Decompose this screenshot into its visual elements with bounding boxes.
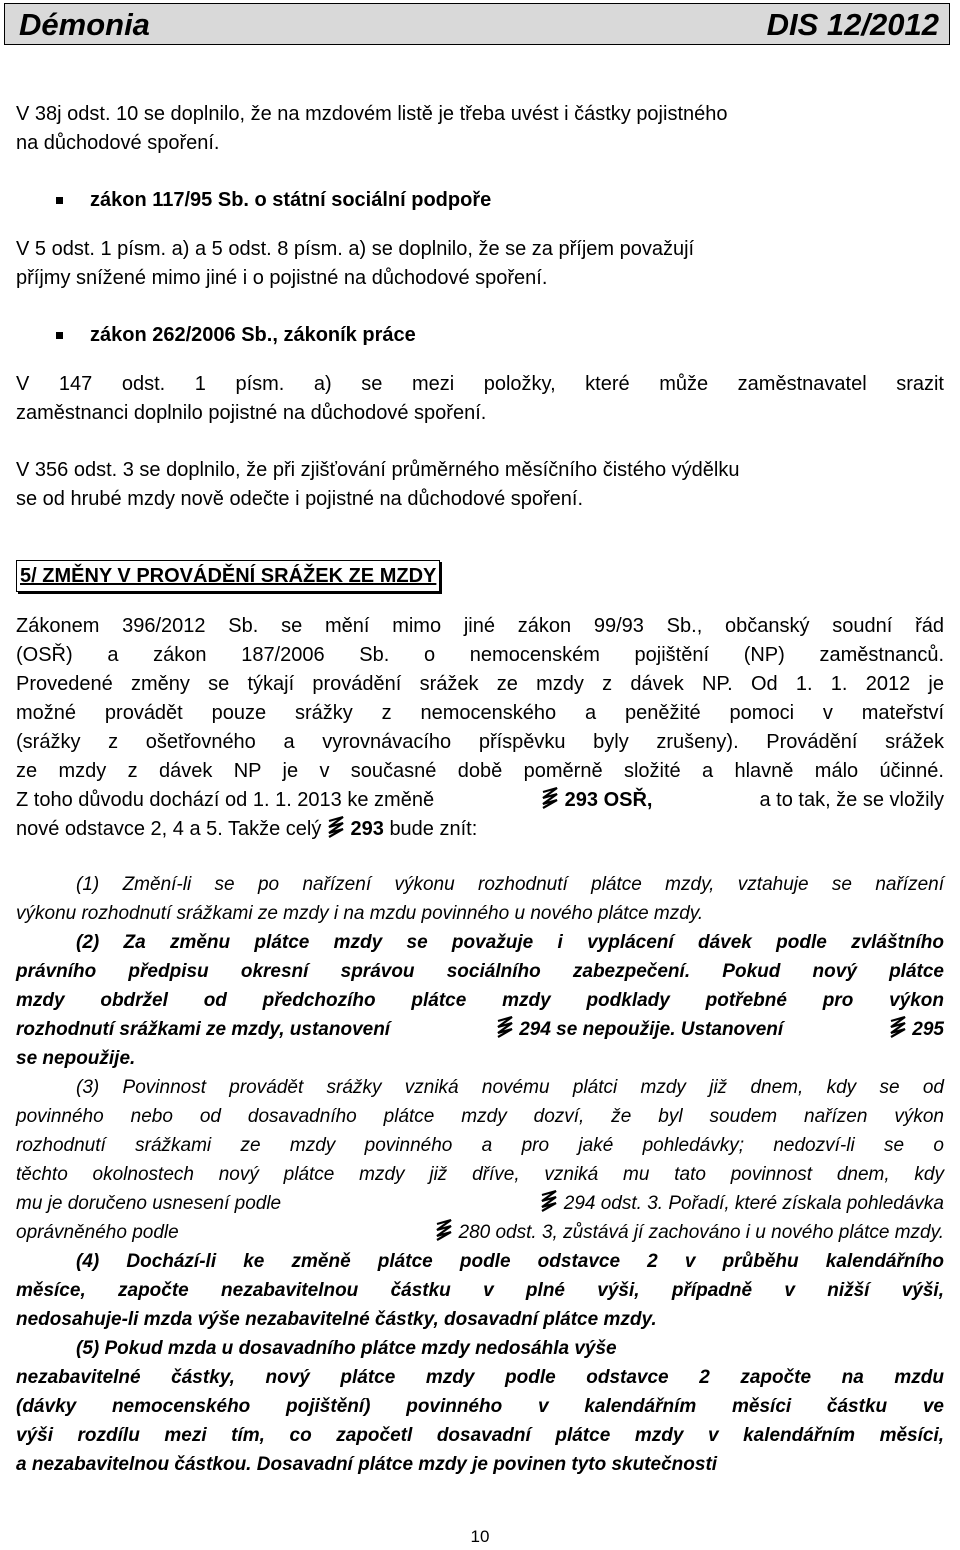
text-line: povinného nebo od dosavadního plátce mzdy dozví, že byl soudem nařízen výkon bbox=[16, 1106, 944, 1127]
text-line: nezabavitelné částky, nový plátce mzdy podle odstavce 2 započte na mzdu bbox=[16, 1367, 944, 1388]
bullet-law-117 bbox=[16, 186, 944, 215]
text-line: (5) Pokud mzda u dosavadního plátce mzdy nedosáhla výše bbox=[76, 1338, 617, 1359]
text-line: (dávky nemocenského pojištění) povinného v kalendářním měsíci částku ve bbox=[16, 1396, 944, 1417]
text-line: V 356 odst. 3 se doplnilo, že při zjišťování průměrného měsíčního čistého výdělku bbox=[16, 459, 740, 481]
bullet-text-suffix: , zákoník práce bbox=[272, 324, 416, 346]
text-line: právního předpisu okresní správou sociálního zabezpečení. Pokud nový plátce bbox=[16, 961, 944, 982]
section-sign-icon bbox=[327, 815, 345, 839]
text-line: možné provádět pouze srážky z nemocenského a peněžité pomoci v mateřství bbox=[16, 702, 944, 724]
section-sign-icon bbox=[540, 1189, 558, 1213]
text-line: výkonu rozhodnutí srážkami ze mzdy i na mzdu povinného u nového plátce mzdy. bbox=[16, 903, 704, 924]
text-line: zaměstnanci doplnilo pojistné na důchodové spoření. bbox=[16, 402, 487, 424]
text-line: mzdy obdržel od předchozího plátce mzdy podklady potřebné pro výkon bbox=[16, 990, 944, 1011]
text-line: Provedené změny se týkají provádění srážek ze mzdy z dávek NP. Od 1. 1. 2012 je bbox=[16, 673, 944, 695]
paragraph-5-odst bbox=[16, 235, 944, 293]
bullet-text: zákon 117/95 Sb. o státní sociální podpoře bbox=[90, 189, 492, 211]
text-line: V 147 odst. 1 písm. a) se mezi položky, které může zaměstnavatel srazit bbox=[16, 373, 944, 395]
paragraph-38j bbox=[16, 100, 944, 158]
page-number: 10 bbox=[470, 1527, 490, 1546]
paragraph-147 bbox=[16, 370, 944, 428]
text-line: nové odstavce 2, 4 a 5. Takže celý 293 bude znít: bbox=[16, 815, 944, 844]
bullet-square-icon bbox=[56, 332, 63, 339]
section-ref: 293 OSŘ, bbox=[541, 786, 652, 815]
text-line: oprávněného podle 280 odst. 3, zůstává jí zachováno i u nového plátce mzdy. bbox=[16, 1218, 944, 1247]
text-line: těchto okolnostech nový plátce mzdy již dříve, vzniká mu tato povinnost dnem, kdy bbox=[16, 1164, 944, 1185]
document-body bbox=[16, 100, 944, 1479]
paragraph-356 bbox=[16, 456, 944, 514]
text-line: (1) Změní-li se po nařízení výkonu rozhodnutí plátce mzdy, vztahuje se nařízení bbox=[76, 874, 944, 895]
text-line: (OSŘ) a zákon 187/2006 Sb. o nemocenském pojištění (NP) zaměstnanců. bbox=[16, 644, 944, 666]
text-line: nedosahuje-li mzda výše nezabavitelné částky, dosavadní plátce mzdy. bbox=[16, 1309, 657, 1330]
text-line: V 5 odst. 1 písm. a) a 5 odst. 8 písm. a) se doplnilo, že se za příjem považují bbox=[16, 238, 695, 260]
text-line: rozhodnutí srážkami ze mzdy povinného a pro jaké pohledávky; nedozví-li se o bbox=[16, 1135, 944, 1156]
text-line: mu je doručeno usnesení podle 294 odst. 3. Pořadí, které získala pohledávka bbox=[16, 1189, 944, 1218]
text-line: Zákonem 396/2012 Sb. se mění mimo jiné zákon 99/93 Sb., občanský soudní řád bbox=[16, 615, 944, 637]
section-sign-icon bbox=[541, 786, 559, 810]
text-line: výši rozdílu mezi tím, co započetl dosavadní plátce mzdy v kalendářním měsíci, bbox=[16, 1425, 944, 1446]
text-span: a to tak, že se vložily bbox=[759, 789, 944, 811]
text-span: Z toho důvodu dochází od 1. 1. 2013 ke změně bbox=[16, 789, 435, 811]
bullet-law-262 bbox=[16, 321, 944, 350]
text-line: a nezabavitelnou částkou. Dosavadní plátce mzdy je povinen tyto skutečnosti bbox=[16, 1454, 718, 1475]
header-right-title: DIS 12/2012 bbox=[766, 7, 939, 42]
text-line: se nepoužije. bbox=[16, 1048, 136, 1069]
section-sign-icon bbox=[496, 1015, 514, 1039]
section-sign-icon bbox=[435, 1218, 453, 1242]
text-line: na důchodové spoření. bbox=[16, 132, 220, 154]
statute-text bbox=[16, 870, 944, 1479]
paragraph-zakonem bbox=[16, 612, 944, 844]
header-left-title: Démonia bbox=[19, 7, 150, 42]
text-line: příjmy snížené mimo jiné i o pojistné na důchodové spoření. bbox=[16, 267, 548, 289]
section-heading: 5/ ZMĚNY V PROVÁDĚNÍ SRÁŽEK ZE MZDY bbox=[16, 560, 440, 592]
text-line: se od hrubé mzdy nově odečte i pojistné na důchodové spoření. bbox=[16, 488, 584, 510]
page-header bbox=[4, 3, 950, 45]
text-line: (srážky z ošetřovného a vyrovnávacího příspěvku byly zrušeny). Provádění srážek bbox=[16, 731, 944, 753]
text-line: V 38j odst. 10 se doplnilo, že na mzdovém listě je třeba uvést i částky pojistného bbox=[16, 103, 728, 125]
text-line: (3) Povinnost provádět srážky vzniká novému plátci mzdy již dnem, kdy se od bbox=[76, 1077, 944, 1098]
text-line: rozhodnutí srážkami ze mzdy, ustanovení 294 se nepoužije. Ustanovení 295 bbox=[16, 1015, 944, 1044]
text-line: (2) Za změnu plátce mzdy se považuje i vyplácení dávek podle zvláštního bbox=[76, 932, 944, 953]
bullet-text: zákon 262/2006 Sb. bbox=[90, 324, 273, 346]
bullet-square-icon bbox=[56, 197, 63, 204]
text-line bbox=[16, 786, 944, 815]
text-line: měsíce, započte nezabavitelnou částku v plné výši, případně v nižší výši, bbox=[16, 1280, 944, 1301]
section-sign-icon bbox=[889, 1015, 907, 1039]
text-line: (4) Dochází-li ke změně plátce podle odstavce 2 v průběhu kalendářního bbox=[76, 1251, 944, 1272]
text-line: ze mzdy z dávek NP je v současné době poměrně složité a hlavně málo účinné. bbox=[16, 760, 944, 782]
